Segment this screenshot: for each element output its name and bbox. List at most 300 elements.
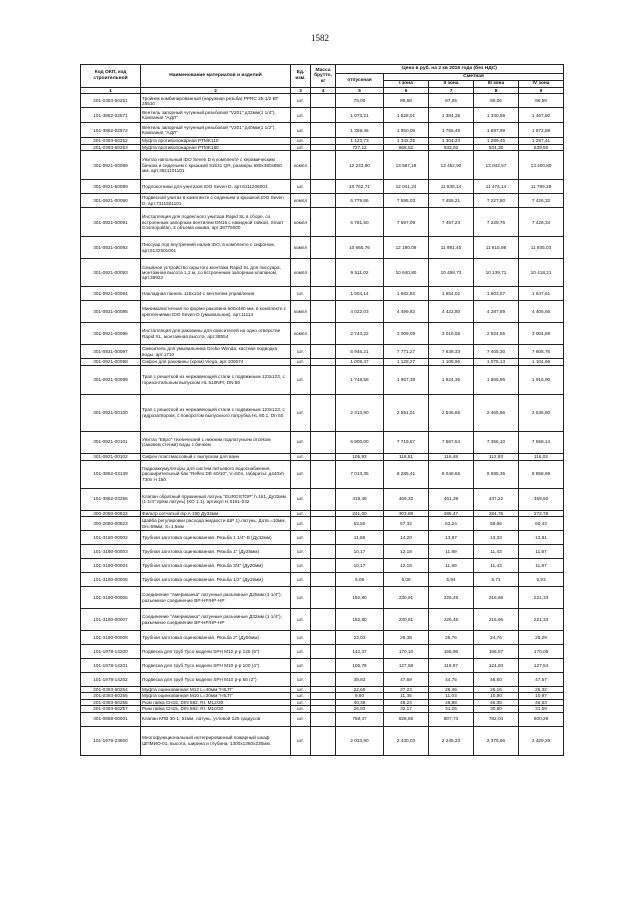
cell-code: 101-1978-14202 bbox=[81, 673, 141, 687]
cell-mass bbox=[311, 259, 336, 287]
cell-code: 301-0921-00094 bbox=[81, 287, 141, 301]
cell-zone-3-price: 11 474,14 bbox=[474, 180, 519, 194]
cell-unit: шт. bbox=[291, 609, 311, 631]
cell-zone-4-price: 5,93 bbox=[519, 573, 564, 587]
cell-zone-1-price: 7 719,67 bbox=[384, 431, 429, 453]
cell-mass bbox=[311, 94, 336, 108]
cell-zone-1-price: 7 597,09 bbox=[384, 208, 429, 237]
cell-zone-3-price: 1 075,13 bbox=[474, 359, 519, 365]
cell-zone-2-price: 2 546,65 bbox=[429, 394, 474, 431]
cell-zone-2-price: 1 384,26 bbox=[429, 108, 474, 123]
cell-code: 301-0921-00101 bbox=[81, 431, 141, 453]
cell-name: Вентиль запорный чугунный резьбовой "V201" д40мм(1 1/2"). Компания "АДЛ" bbox=[141, 123, 291, 138]
cell-unit: компл bbox=[291, 237, 311, 259]
cell-zone-1-price: 4 499,82 bbox=[384, 301, 429, 323]
cell-release-price: 53,50 bbox=[336, 517, 384, 531]
header-mass: Масса брутто, кг bbox=[311, 65, 336, 88]
cell-code: 101-3190-00008 bbox=[81, 631, 141, 645]
cell-release-price: 6 781,50 bbox=[336, 208, 384, 237]
cell-code: 301-0921-00090 bbox=[81, 194, 141, 208]
cell-unit: шт. bbox=[291, 365, 311, 394]
header-release: отпускная bbox=[336, 74, 384, 88]
table-row bbox=[81, 323, 564, 345]
cell-zone-3-price: 1 289,45 bbox=[474, 138, 519, 144]
cell-mass bbox=[311, 365, 336, 394]
cell-name: Накладная панель 115х144 с вентилем управления bbox=[141, 287, 291, 301]
cell-release-price: 75,00 bbox=[336, 94, 384, 108]
cell-release-price: 2 743,22 bbox=[336, 323, 384, 345]
cell-code: 301-0921-00100 bbox=[81, 394, 141, 431]
cell-name: Подвесной унитаз в комплекте с сиденьем и крышкой IDO Seven D, арт.7311501101 bbox=[141, 194, 291, 208]
cell-mass bbox=[311, 545, 336, 559]
cell-zone-3-price: 447,22 bbox=[474, 488, 519, 510]
cell-release-price: 9 511,02 bbox=[336, 259, 384, 287]
cell-zone-2-price: 1 108,96 bbox=[429, 359, 474, 365]
cell-unit: шт. bbox=[291, 693, 311, 699]
table-row bbox=[81, 194, 564, 208]
cell-mass bbox=[311, 559, 336, 573]
cell-unit: шт. bbox=[291, 706, 311, 712]
cell-name: Трубная заготовка оцинкованная. Резьба 1" (Ду25мм) bbox=[141, 545, 291, 559]
cell-zone-4-price: 459,50 bbox=[519, 488, 564, 510]
cell-unit: шт. bbox=[291, 287, 311, 301]
cell-zone-1-price: 12,18 bbox=[384, 559, 429, 573]
cell-name: Трубная заготовка оцинкованная. Резьба 1/2" (Ду15мм) bbox=[141, 573, 291, 587]
cell-zone-3-price: 58,66 bbox=[474, 517, 519, 531]
cell-zone-3-price: 10,90 bbox=[474, 693, 519, 699]
cell-mass bbox=[311, 287, 336, 301]
cell-zone-2-price: 44,75 bbox=[429, 673, 474, 687]
cell-mass bbox=[311, 453, 336, 460]
cell-release-price: 419,49 bbox=[336, 488, 384, 510]
cell-release-price: 1 123,73 bbox=[336, 138, 384, 144]
table-row bbox=[81, 609, 564, 631]
cell-mass bbox=[311, 645, 336, 659]
cell-unit: компл bbox=[291, 323, 311, 345]
cell-zone-3-price: 1 697,99 bbox=[474, 123, 519, 138]
cell-code: 201-0393-60251 bbox=[81, 94, 141, 108]
cell-code: 201-0393-60255 bbox=[81, 693, 141, 699]
cell-zone-2-price: 13,87 bbox=[429, 531, 474, 545]
cell-zone-2-price: 119,97 bbox=[429, 659, 474, 673]
cell-zone-1-price: 469,32 bbox=[384, 488, 429, 510]
cell-unit: компл bbox=[291, 151, 311, 180]
cell-zone-3-price: 124,93 bbox=[474, 659, 519, 673]
cell-code: 201-0393-60252 bbox=[81, 138, 141, 144]
cell-zone-4-price: 1 916,90 bbox=[519, 365, 564, 394]
cell-zone-4-price: 11,87 bbox=[519, 559, 564, 573]
cell-release-price: 1 369,46 bbox=[336, 123, 384, 138]
cell-mass bbox=[311, 237, 336, 259]
cell-code: 201-0393-60256 bbox=[81, 699, 141, 705]
cell-zone-2-price: 87,05 bbox=[429, 94, 474, 108]
cell-zone-1-price: 14,20 bbox=[384, 531, 429, 545]
cell-zone-3-price: 216,66 bbox=[474, 587, 519, 609]
cell-unit: шт. bbox=[291, 699, 311, 705]
header-price-group: Цена в руб. на 2 кв 2015 года (без НДС) bbox=[336, 65, 564, 74]
table-row bbox=[81, 180, 564, 194]
column-number: 1 bbox=[81, 88, 141, 94]
cell-code: 101-3862-03139 bbox=[81, 460, 141, 488]
cell-mass bbox=[311, 123, 336, 138]
cell-zone-1-price: 89,58 bbox=[384, 94, 429, 108]
cell-mass bbox=[311, 345, 336, 359]
cell-zone-3-price: 4 287,89 bbox=[474, 301, 519, 323]
cell-zone-1-price: 7 771,27 bbox=[384, 345, 429, 359]
cell-zone-3-price: 7 229,76 bbox=[474, 208, 519, 237]
cell-zone-4-price: 221,33 bbox=[519, 609, 564, 631]
cell-release-price: 2 033,90 bbox=[336, 726, 384, 755]
cell-name: Рым гайка СН15, DIN 582. RI. M10/30 bbox=[141, 706, 291, 712]
cell-mass bbox=[311, 151, 336, 180]
cell-zone-2-price: 461,29 bbox=[429, 488, 474, 510]
cell-zone-3-price: 782,04 bbox=[474, 712, 519, 726]
cell-name: Инсталляция для подвесного унитаза Rapid SL в сборе, со встроенным запорным вентилем DN15 с накидной гайкой, Smart Cosmopolitan, 2 объема смыва, арт.38775000 bbox=[141, 208, 291, 237]
cell-release-price: 6 900,00 bbox=[336, 431, 384, 453]
cell-zone-4-price: 3 004,89 bbox=[519, 323, 564, 345]
cell-zone-2-price: 5,94 bbox=[429, 573, 474, 587]
cell-zone-1-price: 3 009,09 bbox=[384, 323, 429, 345]
cell-name: Муфта противопожарная PTMK160 bbox=[141, 144, 291, 150]
cell-mass bbox=[311, 517, 336, 531]
cell-zone-3-price: 1 865,66 bbox=[474, 365, 519, 394]
cell-zone-2-price: 285,47 bbox=[429, 510, 474, 516]
cell-unit: шт. bbox=[291, 488, 311, 510]
cell-zone-4-price: 47,57 bbox=[519, 673, 564, 687]
cell-unit: шт. bbox=[291, 573, 311, 587]
table-row bbox=[81, 631, 564, 645]
cell-unit: компл bbox=[291, 208, 311, 237]
cell-release-price: 4 022,03 bbox=[336, 301, 384, 323]
cell-zone-4-price: 1 872,59 bbox=[519, 123, 564, 138]
column-number: 5 bbox=[336, 88, 384, 94]
cell-zone-3-price: 2 465,96 bbox=[474, 394, 519, 431]
cell-zone-1-price: 7 595,03 bbox=[384, 194, 429, 208]
cell-name: Подвеска для труб Tyco модели SPH M10 р-р 100 (4") bbox=[141, 659, 291, 673]
table-row bbox=[81, 453, 564, 460]
cell-release-price: 10 762,71 bbox=[336, 180, 384, 194]
cell-release-price: 192,80 bbox=[336, 609, 384, 631]
cell-zone-2-price: 11,89 bbox=[429, 545, 474, 559]
cell-name: Трубная заготовка оцинкованная. Резьба 3/4" (Ду20мм) bbox=[141, 559, 291, 573]
cell-name: Рым гайка СН15, DIN 582. RI. M12/30 bbox=[141, 699, 291, 705]
cell-name: Подвеска для труб Tyco модели SPH M12 р-р 125 (5") bbox=[141, 645, 291, 659]
cell-unit: шт. bbox=[291, 645, 311, 659]
cell-zone-3-price: 1 330,59 bbox=[474, 108, 519, 123]
cell-zone-1-price: 6,08 bbox=[384, 573, 429, 587]
cell-code: 101-3190-00006 bbox=[81, 587, 141, 609]
cell-zone-4-price: 7 608,76 bbox=[519, 345, 564, 359]
header-zone-2: II зона bbox=[429, 81, 474, 88]
cell-unit: шт. bbox=[291, 138, 311, 144]
cell-zone-1-price: 67,32 bbox=[384, 517, 429, 531]
cell-release-price: 1 504,14 bbox=[336, 287, 384, 301]
cell-unit: шт. bbox=[291, 531, 311, 545]
cell-mass bbox=[311, 488, 336, 510]
table-row bbox=[81, 94, 564, 108]
cell-zone-2-price: 7 638,33 bbox=[429, 345, 474, 359]
cell-name: Гидроаккумуляторы для систем питьевого водоснабжения, расширительный бак "Reflex DE 60/10", V=60л, габариты: д440хh 730х H 150 bbox=[141, 460, 291, 488]
cell-release-price: 22,60 bbox=[336, 687, 384, 693]
table-row bbox=[81, 108, 564, 123]
cell-zone-4-price: 31,09 bbox=[519, 706, 564, 712]
cell-name: Инсталляция для раковины для смесителей на одно отверстие Rapid SL, монтажная высота, арт.38554 bbox=[141, 323, 291, 345]
cell-zone-2-price: 2 245,23 bbox=[429, 726, 474, 755]
column-number: 7 bbox=[429, 88, 474, 94]
cell-zone-3-price: 10 139,71 bbox=[474, 259, 519, 287]
cell-mass bbox=[311, 394, 336, 431]
cell-zone-1-price: 12 190,09 bbox=[384, 237, 429, 259]
cell-release-price: 39,83 bbox=[336, 673, 384, 687]
cell-zone-1-price: 48,24 bbox=[384, 699, 429, 705]
cell-code: 201-0393-60257 bbox=[81, 706, 141, 712]
cell-zone-2-price: 1 654,02 bbox=[429, 287, 474, 301]
cell-zone-2-price: 46,88 bbox=[429, 699, 474, 705]
table-row bbox=[81, 301, 564, 323]
cell-code: 301-0921-00093 bbox=[81, 259, 141, 287]
cell-code: 301-0921-00099 bbox=[81, 365, 141, 394]
header-zone-1: I зона bbox=[384, 81, 429, 88]
table-row bbox=[81, 531, 564, 545]
cell-zone-2-price: 7 457,23 bbox=[429, 208, 474, 237]
cell-zone-4-price: 11 935,03 bbox=[519, 237, 564, 259]
cell-unit: шт. bbox=[291, 108, 311, 123]
cell-zone-4-price: 13 400,80 bbox=[519, 151, 564, 180]
cell-name: Писсуар под внутренний налив IDO, в комплекте с сифоном, арт.5132501001 bbox=[141, 237, 291, 259]
cell-release-price: 22,03 bbox=[336, 631, 384, 645]
cell-code: 101-1978-23600 bbox=[81, 726, 141, 755]
cell-code: 300-2050-00822 bbox=[81, 510, 141, 516]
cell-zone-3-price: 13,33 bbox=[474, 531, 519, 545]
table-row bbox=[81, 287, 564, 301]
cell-mass bbox=[311, 573, 336, 587]
cell-mass bbox=[311, 609, 336, 631]
cell-code: 301-0921-00098 bbox=[81, 359, 141, 365]
cell-zone-4-price: 10 418,21 bbox=[519, 259, 564, 287]
cell-zone-2-price: 31,26 bbox=[429, 706, 474, 712]
cell-zone-4-price: 1 104,66 bbox=[519, 359, 564, 365]
cell-zone-4-price: 1 297,41 bbox=[519, 138, 564, 144]
cell-code: 301-0921-00092 bbox=[81, 237, 141, 259]
cell-unit: шт. bbox=[291, 712, 311, 726]
cell-zone-4-price: 800,28 bbox=[519, 712, 564, 726]
cell-zone-1-price: 2 591,01 bbox=[384, 394, 429, 431]
cell-release-price: 9,50 bbox=[336, 693, 384, 699]
cell-zone-4-price: 170,05 bbox=[519, 645, 564, 659]
table-row bbox=[81, 659, 564, 673]
cell-mass bbox=[311, 108, 336, 123]
cell-mass bbox=[311, 180, 336, 194]
cell-zone-4-price: 7 428,34 bbox=[519, 208, 564, 237]
cell-code: 101-3190-00003 bbox=[81, 545, 141, 559]
cell-release-price: 727,12 bbox=[336, 144, 384, 150]
cell-zone-3-price: 216,66 bbox=[474, 609, 519, 631]
cell-zone-2-price: 116,48 bbox=[429, 453, 474, 460]
cell-zone-2-price: 13 452,92 bbox=[429, 151, 474, 180]
table-row bbox=[81, 573, 564, 587]
cell-unit: шт. bbox=[291, 726, 311, 755]
cell-zone-3-price: 112,93 bbox=[474, 453, 519, 460]
cell-release-price: 6 779,66 bbox=[336, 194, 384, 208]
cell-name: Минималистичная по форме раковина 600х460 мм, в комплекте с креплениями IDO Seven D (умывальник), арт.11114 bbox=[141, 301, 291, 323]
cell-code: 301-0868-00001 bbox=[81, 712, 141, 726]
cell-code: 101-1978-14201 bbox=[81, 659, 141, 673]
cell-name: Сифон для раковины (хром) Viega, арт.100674 bbox=[141, 359, 291, 365]
cell-release-price: 5,08 bbox=[336, 573, 384, 587]
table-row bbox=[81, 712, 564, 726]
cell-zone-1-price: 828,65 bbox=[384, 712, 429, 726]
cell-zone-4-price: 11 789,29 bbox=[519, 180, 564, 194]
cell-zone-3-price: 46,60 bbox=[474, 673, 519, 687]
cell-zone-2-price: 843,92 bbox=[429, 144, 474, 150]
table-row bbox=[81, 545, 564, 559]
cell-unit: шт. bbox=[291, 394, 311, 431]
cell-unit: шт. bbox=[291, 559, 311, 573]
table-row bbox=[81, 559, 564, 573]
cell-unit: шт. bbox=[291, 180, 311, 194]
cell-code: 301-0921-00091 bbox=[81, 208, 141, 237]
cell-code: 101-3190-00005 bbox=[81, 573, 141, 587]
cell-release-price: 40,39 bbox=[336, 699, 384, 705]
table-row bbox=[81, 673, 564, 687]
cell-zone-3-price: 834,35 bbox=[474, 144, 519, 150]
header-zone-4: IV зона bbox=[519, 81, 564, 88]
cell-unit: компл bbox=[291, 259, 311, 287]
cell-zone-4-price: 13,81 bbox=[519, 531, 564, 545]
cell-zone-3-price: 11 615,98 bbox=[474, 237, 519, 259]
cell-name: Трап с решеткой из нержавеющей стали с подвижным 123х123, с гидрозатвором, с поворотом выпускного патрубка HL 80.1, Dn 50 bbox=[141, 394, 291, 431]
cell-name: Унитаз "Евро" технический с нижним подлатуньем отсеком (смывом стенки) воды с бачком bbox=[141, 431, 291, 453]
cell-mass bbox=[311, 673, 336, 687]
cell-zone-3-price: 156,57 bbox=[474, 645, 519, 659]
cell-name: Подлокотники для унитазов IDO Seven D, арт.6111206001 bbox=[141, 180, 291, 194]
cell-name: Фильтр сетчатый Isp A 190 Ду32мм bbox=[141, 510, 291, 516]
cell-zone-4-price: 1 467,50 bbox=[519, 108, 564, 123]
cell-mass bbox=[311, 323, 336, 345]
cell-unit: шт. bbox=[291, 453, 311, 460]
cell-name: Смывное устройство скрытого монтажа Rapid SL для писсуара, монтажная высота 1,2 м, со встроенным запорным клапаном, арт.38922 bbox=[141, 259, 291, 287]
cell-release-price: 26,93 bbox=[336, 706, 384, 712]
cell-name: Унитаз напольный IDO Seven D в комплекте с керамическим бачком и сиденьем с крышкой 91531 QR, размеры 680х380х850 мм, арт.3621101101 bbox=[141, 151, 291, 180]
cell-zone-2-price: 11 981,45 bbox=[429, 237, 474, 259]
cell-zone-1-price: 303,89 bbox=[384, 510, 429, 516]
cell-zone-2-price: 63,24 bbox=[429, 517, 474, 531]
cell-release-price: 241,00 bbox=[336, 510, 384, 516]
table-row bbox=[81, 431, 564, 453]
table-row bbox=[81, 345, 564, 359]
cell-zone-2-price: 807,73 bbox=[429, 712, 474, 726]
cell-unit: шт. bbox=[291, 510, 311, 516]
cell-name: Муфта оцинкованная M12 L=40мм "HILTI" bbox=[141, 687, 291, 693]
cell-code: 101-3190-00007 bbox=[81, 609, 141, 631]
cell-zone-4-price: 11,87 bbox=[519, 545, 564, 559]
cell-code: 101-3190-00004 bbox=[81, 559, 141, 573]
cell-zone-1-price: 13 587,19 bbox=[384, 151, 429, 180]
table-row bbox=[81, 365, 564, 394]
cell-zone-1-price: 118,51 bbox=[384, 453, 429, 460]
cell-mass bbox=[311, 712, 336, 726]
cell-mass bbox=[311, 659, 336, 673]
cell-name: Тройник комбинированный (наружная резьба) PPRC 25-1/2 ВТ 25510 bbox=[141, 94, 291, 108]
cell-release-price: 192,80 bbox=[336, 587, 384, 609]
cell-zone-4-price: 839,50 bbox=[519, 144, 564, 150]
cell-name: Вентиль запорный чугунный резьбовой "V201" д32мм(1 1/4"). Компания "АДЛ" bbox=[141, 108, 291, 123]
cell-zone-2-price: 11,89 bbox=[429, 559, 474, 573]
cell-zone-2-price: 225,45 bbox=[429, 609, 474, 631]
cell-mass bbox=[311, 301, 336, 323]
cell-zone-2-price: 11,03 bbox=[429, 693, 474, 699]
cell-zone-1-price: 47,59 bbox=[384, 673, 429, 687]
cell-code: 101-3190-00002 bbox=[81, 531, 141, 545]
cell-zone-1-price: 12 041,24 bbox=[384, 180, 429, 194]
table-row bbox=[81, 259, 564, 287]
cell-name: Клапан обратный пружинный латунь "EUROSTOP" h.161, Ду32мм (1 1/4" прям латунь) (КО 1.1), артикул H.0161-032 bbox=[141, 488, 291, 510]
cell-zone-4-price: 2 536,60 bbox=[519, 394, 564, 431]
column-number: 2 bbox=[141, 88, 291, 94]
cell-unit: шт. bbox=[291, 587, 311, 609]
header-estimate: Сметная bbox=[384, 74, 564, 81]
cell-zone-1-price: 1 128,27 bbox=[384, 359, 429, 365]
cell-zone-3-price: 13 042,57 bbox=[474, 151, 519, 180]
cell-release-price: 10,17 bbox=[336, 545, 384, 559]
cell-code: 201-0393-60254 bbox=[81, 687, 141, 693]
cell-code: 301-0921-00096 bbox=[81, 323, 141, 345]
table-row bbox=[81, 645, 564, 659]
cell-name: Клапан КПВ 30-1, 51мм, латунь, угловой 125 градусов bbox=[141, 712, 291, 726]
cell-zone-3-price: 7 356,10 bbox=[474, 431, 519, 453]
cell-release-price: 142,37 bbox=[336, 645, 384, 659]
cell-name: Муфта противопожарная PTMK110 bbox=[141, 138, 291, 144]
table-row bbox=[81, 460, 564, 488]
cell-zone-3-price: 86,06 bbox=[474, 94, 519, 108]
cell-zone-1-price: 230,91 bbox=[384, 587, 429, 609]
cell-zone-4-price: 26,32 bbox=[519, 687, 564, 693]
table-row bbox=[81, 488, 564, 510]
cell-unit: компл bbox=[291, 301, 311, 323]
column-number: 8 bbox=[474, 88, 519, 94]
cell-code: 201-0393-60253 bbox=[81, 144, 141, 150]
cell-zone-1-price: 1 957,38 bbox=[384, 365, 429, 394]
cell-name: Соединение "Американка" латунные разъемные Д25мм (1 1/4"), разъемное соединение ВР-НР/НР-НР bbox=[141, 587, 291, 609]
cell-name: Муфта оцинкованная M10 L=30мм "HILTI" bbox=[141, 693, 291, 699]
cell-unit: шт. bbox=[291, 460, 311, 488]
cell-zone-2-price: 25,76 bbox=[429, 631, 474, 645]
cell-zone-4-price: 8 858,69 bbox=[519, 460, 564, 488]
cell-zone-4-price: 1 647,61 bbox=[519, 287, 564, 301]
cell-zone-4-price: 221,33 bbox=[519, 587, 564, 609]
cell-zone-4-price: 25,29 bbox=[519, 631, 564, 645]
cell-release-price: 6 946,21 bbox=[336, 345, 384, 359]
table-row bbox=[81, 394, 564, 431]
cell-mass bbox=[311, 726, 336, 755]
cell-zone-3-price: 7 405,30 bbox=[474, 345, 519, 359]
cell-code: 300-2050-00823 bbox=[81, 517, 141, 531]
cell-code: 301-0921-00089 bbox=[81, 151, 141, 180]
cell-zone-3-price: 2 375,66 bbox=[474, 726, 519, 755]
cell-code: 301-0921-00097 bbox=[81, 345, 141, 359]
cell-release-price: 11,86 bbox=[336, 531, 384, 545]
cell-zone-2-price: 1 924,35 bbox=[429, 365, 474, 394]
cell-zone-1-price: 11,35 bbox=[384, 693, 429, 699]
cell-zone-2-price: 10 458,73 bbox=[429, 259, 474, 287]
table-row bbox=[81, 151, 564, 180]
cell-zone-3-price: 7 227,80 bbox=[474, 194, 519, 208]
cell-code: 101-3862-02571 bbox=[81, 108, 141, 123]
cell-release-price: 10,17 bbox=[336, 559, 384, 573]
cell-name: Смеситель для умывальника Grohe Wenda, кастная подводка воды, арт.1710 bbox=[141, 345, 291, 359]
cell-unit: шт. bbox=[291, 359, 311, 365]
cell-unit: шт. bbox=[291, 631, 311, 645]
